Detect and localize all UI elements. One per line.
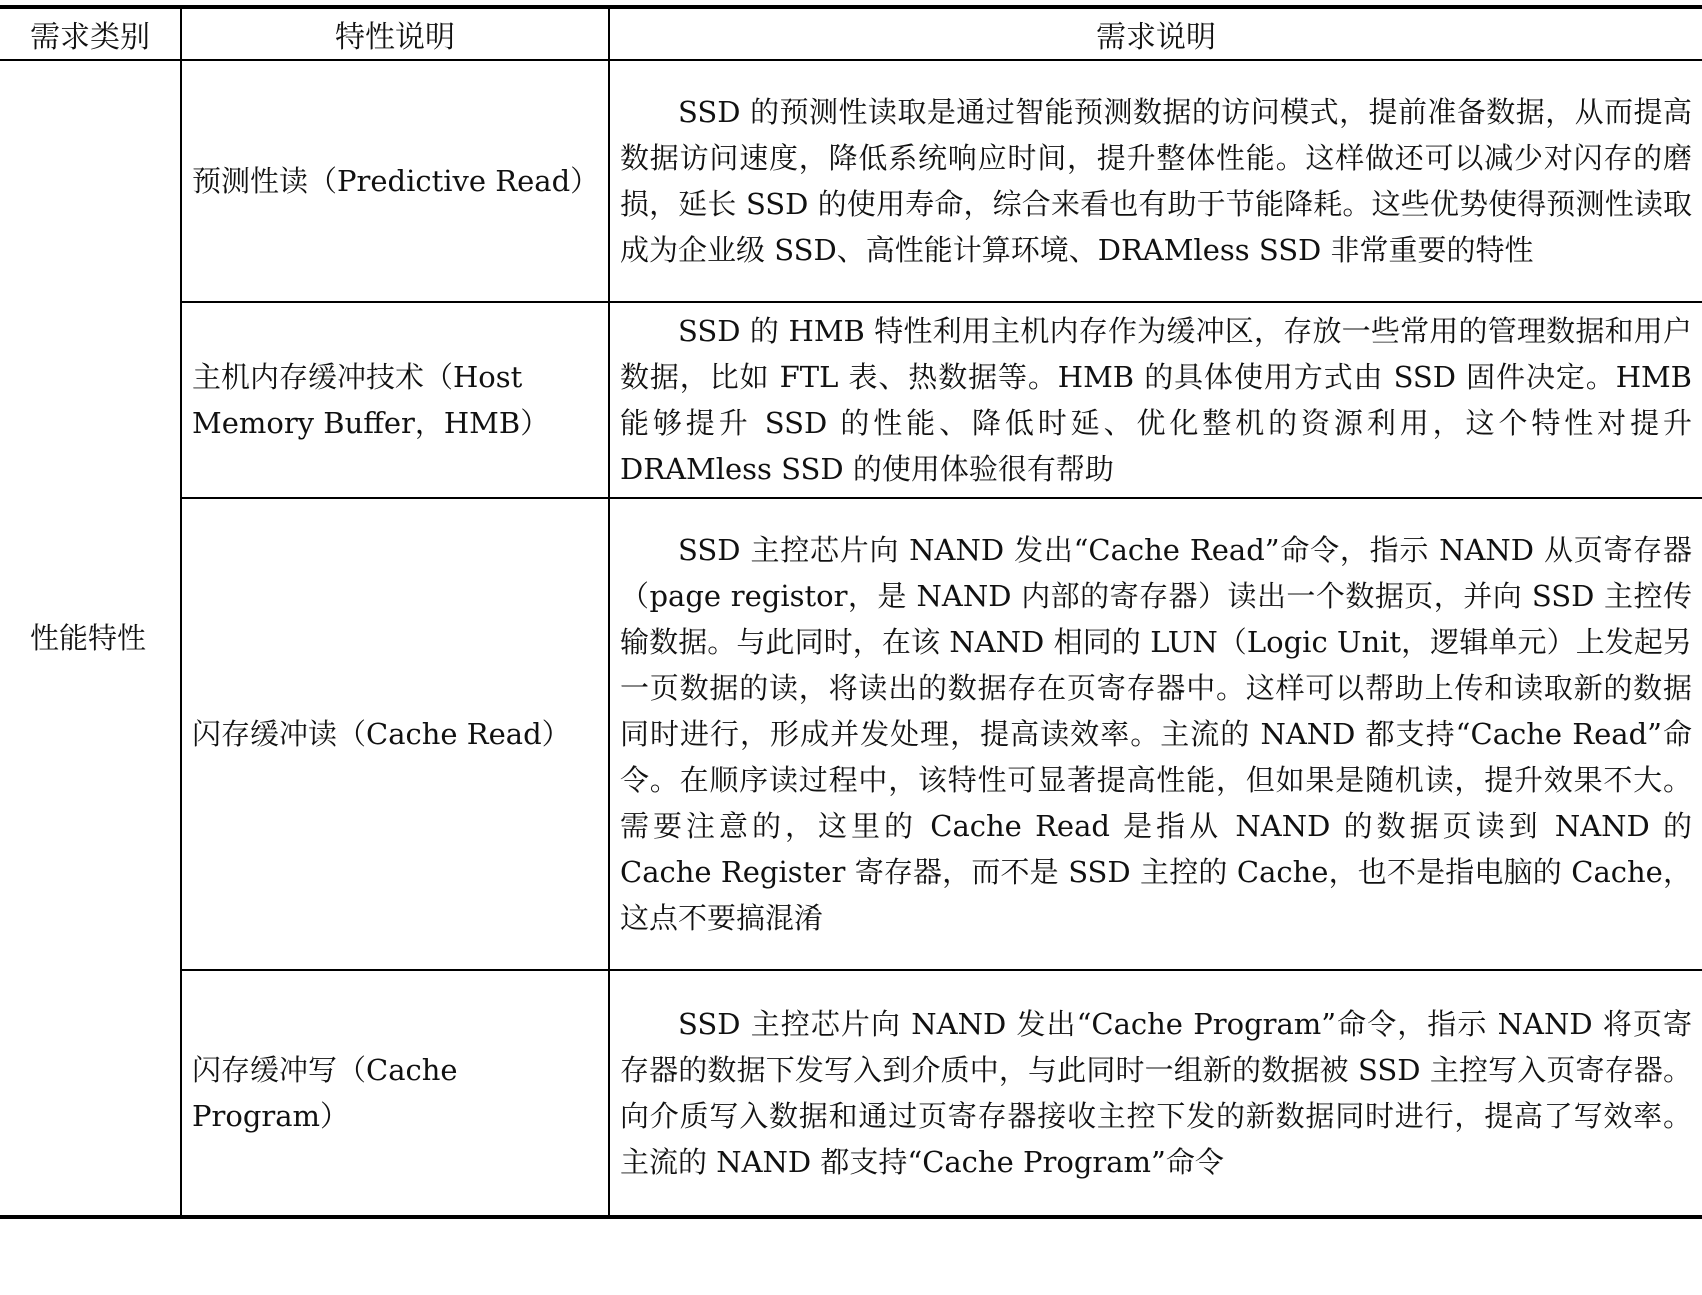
feature-cell: 闪存缓冲读（Cache Read） <box>181 498 609 970</box>
feature-cell: 闪存缓冲写（Cache Program） <box>181 970 609 1217</box>
description-cell: SSD 的 HMB 特性利用主机内存作为缓冲区，存放一些常用的管理数据和用户数据，比如 FTL 表、热数据等。HMB 的具体使用方式由 SSD 固件决定。HMB 能够提升 SSD 的性能、降低时延、优化整机的资源利用，这个特性对提升 DRAMless SSD 的使用体验很有帮助 <box>609 302 1702 498</box>
header-feature: 特性说明 <box>181 7 609 60</box>
table-row <box>0 302 1702 498</box>
table-row <box>0 60 1702 302</box>
header-requirement: 需求说明 <box>609 7 1702 60</box>
table-header-row <box>0 7 1702 60</box>
feature-cell: 主机内存缓冲技术（Host Memory Buffer，HMB） <box>181 302 609 498</box>
description-cell: SSD 主控芯片向 NAND 发出“Cache Program”命令，指示 NAND 将页寄存器的数据下发写入到介质中，与此同时一组新的数据被 SSD 主控写入页寄存器。向介质写入数据和通过页寄存器接收主控下发的新数据同时进行，提高了写效率。主流的 NAND 都支持“Cache Program”命令 <box>609 970 1702 1217</box>
feature-cell: 预测性读（Predictive Read） <box>181 60 609 302</box>
category-cell: 性能特性 <box>0 60 181 1217</box>
description-cell: SSD 主控芯片向 NAND 发出“Cache Read”命令，指示 NAND 从页寄存器（page registor，是 NAND 内部的寄存器）读出一个数据页，并向 SSD 主控传输数据。与此同时，在该 NAND 相同的 LUN（Logic Unit，逻辑单元）上发起另一页数据的读，将读出的数据存在页寄存器中。这样可以帮助上传和读取新的数据同时进行，形成并发处理，提高读效率。主流的 NAND 都支持“Cache Read”命令。在顺序读过程中，该特性可显著提高性能，但如果是随机读，提升效果不大。需要注意的，这里的 Cache Read 是指从 NAND 的数据页读到 NAND 的 Cache Register 寄存器，而不是 SSD 主控的 Cache，也不是指电脑的 Cache，这点不要搞混淆 <box>609 498 1702 970</box>
description-cell: SSD 的预测性读取是通过智能预测数据的访问模式，提前准备数据，从而提高数据访问速度，降低系统响应时间，提升整体性能。这样做还可以减少对闪存的磨损，延长 SSD 的使用寿命，综合来看也有助于节能降耗。这些优势使得预测性读取成为企业级 SSD、高性能计算环境、DRAMless SSD 非常重要的特性 <box>609 60 1702 302</box>
table-row <box>0 498 1702 970</box>
requirements-table <box>0 5 1702 1219</box>
table-row <box>0 970 1702 1217</box>
header-category: 需求类别 <box>0 7 181 60</box>
